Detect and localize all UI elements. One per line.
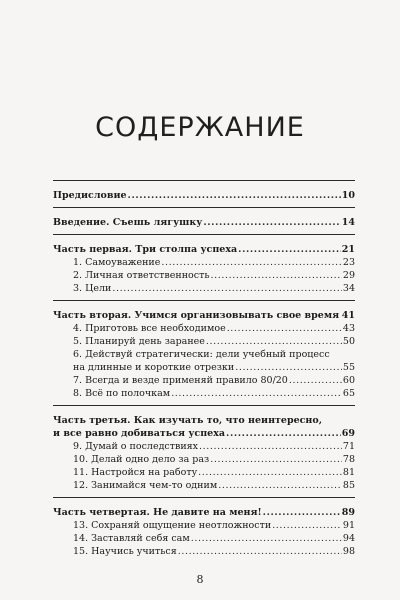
toc-entry-ch9 xyxy=(53,440,355,453)
dot-leader xyxy=(227,322,342,335)
entry-page: 10 xyxy=(341,190,355,201)
entry-label: 4. Приготовь все необходимое xyxy=(73,323,226,334)
entry-label: и все равно добиваться успеха xyxy=(53,428,226,439)
page-title: СОДЕРЖАНИЕ xyxy=(95,112,305,143)
toc-entry-part3-line1: Часть третья. Как изучать то, что неинтересно, xyxy=(53,415,323,426)
dot-leader xyxy=(203,216,340,229)
entry-label: 11. Настройся на работу xyxy=(73,467,198,478)
toc-entry-ch13 xyxy=(53,519,355,532)
entry-label: 12. Занимайся чем-то одним xyxy=(73,480,218,491)
entry-label: 8. Всё по полочкам xyxy=(73,388,171,399)
entry-page: 89 xyxy=(341,507,355,518)
toc-entry-part3 xyxy=(53,427,355,440)
entry-page: 21 xyxy=(341,244,355,255)
entry-page: 65 xyxy=(342,388,355,399)
dot-leader xyxy=(263,506,341,519)
entry-label: 9. Думай о последствиях xyxy=(73,441,199,452)
entry-label: 5. Планируй день заранее xyxy=(73,336,205,347)
entry-label: Введение. Съешь лягушку xyxy=(53,217,203,228)
entry-page: 78 xyxy=(342,454,355,465)
dot-leader xyxy=(218,479,342,492)
dot-leader xyxy=(211,269,342,282)
toc-entry-ch1 xyxy=(53,256,355,269)
dot-leader xyxy=(340,309,341,322)
dot-leader xyxy=(210,453,342,466)
dot-leader xyxy=(289,374,342,387)
dot-leader xyxy=(191,532,342,545)
toc-entry-ch5 xyxy=(53,335,355,348)
entry-page: 91 xyxy=(342,520,355,531)
toc-entry-ch11 xyxy=(53,466,355,479)
toc-entry-ch10 xyxy=(53,453,355,466)
toc-entry-ch8 xyxy=(53,387,355,400)
dot-leader xyxy=(235,361,342,374)
entry-page: 43 xyxy=(342,323,355,334)
entry-page: 50 xyxy=(342,336,355,347)
dot-leader xyxy=(199,440,342,453)
entry-page: 98 xyxy=(342,546,355,557)
entry-label: 15. Научись учиться xyxy=(73,546,177,557)
page-number: 8 xyxy=(196,573,204,586)
toc-entry-ch14 xyxy=(53,532,355,545)
entry-label: Часть первая. Три столпа успеха xyxy=(53,244,238,255)
toc-entry-part4 xyxy=(53,506,355,519)
entry-label: 10. Делай одно дело за раз xyxy=(73,454,210,465)
toc-entry-ch15 xyxy=(53,545,355,558)
dot-leader xyxy=(238,243,341,256)
entry-page: 60 xyxy=(342,375,355,386)
entry-page: 14 xyxy=(341,217,355,228)
table-of-contents xyxy=(53,180,355,558)
dot-leader xyxy=(112,282,342,295)
toc-entry-ch3 xyxy=(53,282,355,295)
entry-page: 55 xyxy=(342,362,355,373)
dot-leader xyxy=(198,466,342,479)
toc-entry-part1 xyxy=(53,243,355,256)
dot-leader xyxy=(226,427,341,440)
dot-leader xyxy=(171,387,342,400)
entry-label: 7. Всегда и везде применяй правило 80/20 xyxy=(73,375,288,386)
entry-page: 41 xyxy=(341,310,355,321)
entry-label: 13. Сохраняй ощущение неотложности xyxy=(73,520,272,531)
dot-leader xyxy=(272,519,342,532)
toc-entry-part2 xyxy=(53,309,355,322)
toc-entry-ch2 xyxy=(53,269,355,282)
entry-label: 2. Личная ответственность xyxy=(73,270,210,281)
toc-entry-ch6 xyxy=(53,361,355,374)
entry-label: на длинные и короткие отрезки xyxy=(73,362,235,373)
toc-entry-preface xyxy=(53,189,355,202)
entry-page: 94 xyxy=(342,533,355,544)
toc-entry-ch6-line1: 6. Действуй стратегически: дели учебный процесс xyxy=(73,349,330,360)
entry-page: 23 xyxy=(342,257,355,268)
entry-page: 34 xyxy=(342,283,355,294)
entry-page: 85 xyxy=(342,480,355,491)
toc-entry-ch4 xyxy=(53,322,355,335)
entry-page: 71 xyxy=(342,441,355,452)
entry-page: 81 xyxy=(342,467,355,478)
dot-leader xyxy=(161,256,342,269)
entry-label: 3. Цели xyxy=(73,283,112,294)
entry-label: 1. Самоуважение xyxy=(73,257,161,268)
entry-page: 29 xyxy=(342,270,355,281)
entry-label: Часть вторая. Учимся организовывать свое время xyxy=(53,310,340,321)
toc-entry-ch7 xyxy=(53,374,355,387)
entry-page: 69 xyxy=(341,428,355,439)
dot-leader xyxy=(178,545,342,558)
toc-entry-intro xyxy=(53,216,355,229)
entry-label: 14. Заставляй себя сам xyxy=(73,533,190,544)
entry-label: Часть четвертая. Не давите на меня! xyxy=(53,507,262,518)
dot-leader xyxy=(206,335,342,348)
dot-leader xyxy=(128,189,341,202)
entry-label: Предисловие xyxy=(53,190,127,201)
toc-entry-ch12 xyxy=(53,479,355,492)
